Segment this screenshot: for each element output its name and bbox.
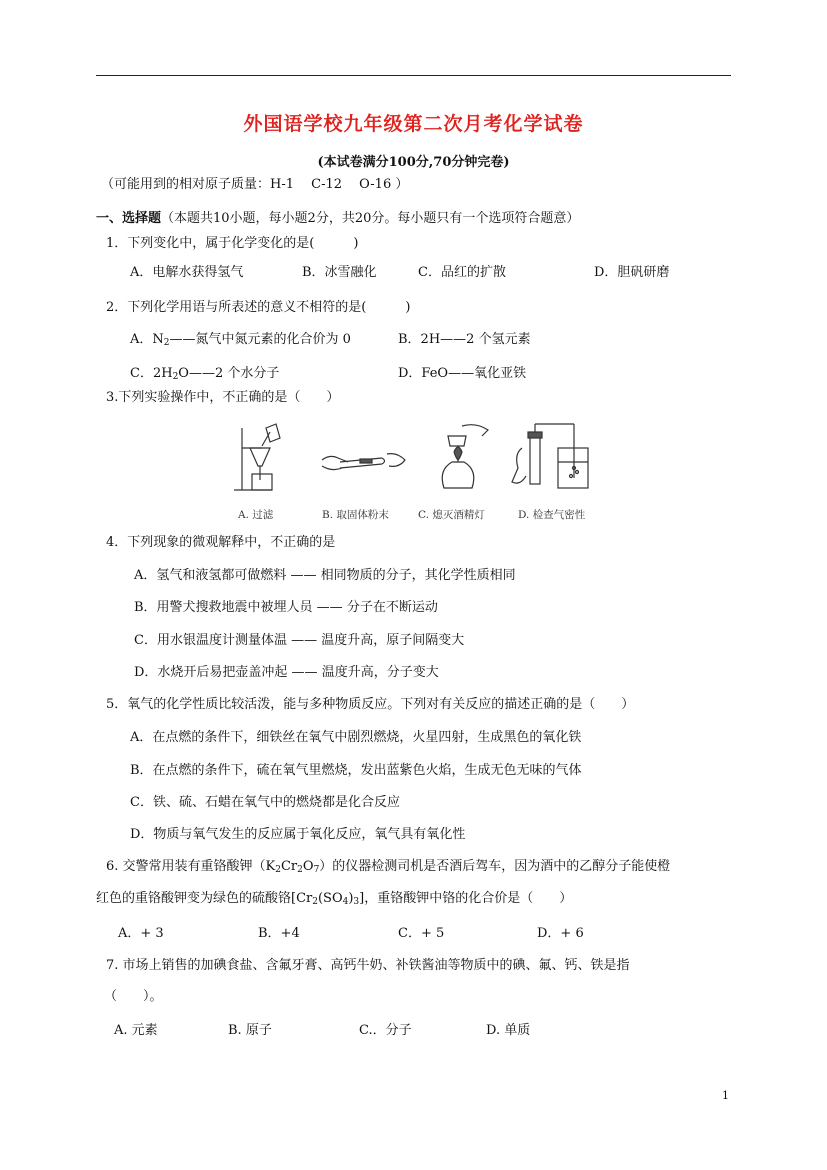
question-6-option-a: A．+ 3 xyxy=(118,926,164,941)
question-2-option-b: B．2H——2 个氢元素 xyxy=(398,332,531,347)
question-6-stem-line-1: 6. 交警常用装有重铬酸钾$(K_2Cr_2O_7)$的仪器检测司机是否酒后驾车，因为酒中的乙醇分子能使橙 xyxy=(106,859,671,875)
section-heading xyxy=(96,210,579,228)
question-7-option-d: D. 单质 xyxy=(486,1023,531,1038)
question-7-option-b: B. 原子 xyxy=(228,1023,272,1038)
question-5-stem: 5．氧气的化学性质比较活泼，能与多种物质反应。下列对有关反应的描述正确的是（ ） xyxy=(106,697,635,712)
figure-caption-c: C. 熄灭酒精灯 xyxy=(418,509,485,521)
question-4-option-b: B．用警犬搜救地震中被埋人员 —— 分子在不断运动 xyxy=(134,600,438,615)
question-6-option-d: D．+ 6 xyxy=(537,926,584,941)
question-4-option-a: A．氢气和液氢都可做燃料 —— 相同物质的分子，其化学性质相同 xyxy=(134,568,516,583)
question-5-option-b: B．在点燃的条件下，硫在氧气里燃烧，发出蓝紫色火焰，生成无色无味的气体 xyxy=(130,763,582,778)
question-2-option-a: A．$N_2——$氮气中氮元素的化合价为 0 xyxy=(130,332,351,348)
question-2-stem: 2．下列化学用语与所表述的意义不相符的是( ) xyxy=(106,300,411,315)
lab-operations-figure xyxy=(222,418,614,528)
question-5-option-d: D．物质与氧气发生的反应属于氧化反应，氧气具有氧化性 xyxy=(130,827,466,842)
question-4-option-d: D．水烧开后易把壶盖冲起 —— 温度升高，分子变大 xyxy=(134,665,439,680)
figure-caption-b: B. 取固体粉末 xyxy=(322,509,389,521)
atomic-mass-note: （可能用到的相对原子质量：H-1 C-12 O-16 ） xyxy=(101,177,409,192)
question-4-stem: 4．下列现象的微观解释中，不正确的是 xyxy=(106,535,336,550)
question-1-option-c: C．品红的扩散 xyxy=(418,265,506,280)
figure-caption-d: D. 检查气密性 xyxy=(518,509,586,521)
question-2-option-c: C．$2H_2O——2$ 个水分子 xyxy=(130,366,280,382)
question-5-option-a: A．在点燃的条件下，细铁丝在氧气中剧烈燃烧，火星四射，生成黑色的氧化铁 xyxy=(130,730,582,745)
question-1-option-b: B．冰雪融化 xyxy=(302,265,377,280)
header-rule xyxy=(96,75,731,76)
question-1-stem: 1．下列变化中，属于化学变化的是( ) xyxy=(106,236,359,251)
airtightness-check-icon xyxy=(512,424,588,488)
powder-tube-icon xyxy=(322,454,405,470)
question-6-option-b: B．+4 xyxy=(258,926,300,941)
page-number: 1 xyxy=(722,1089,729,1102)
question-1-option-d: D．胆矾研磨 xyxy=(594,265,670,280)
question-4-option-c: C．用水银温度计测量体温 —— 温度升高，原子间隔变大 xyxy=(134,633,465,648)
figure-caption-a: A. 过滤 xyxy=(238,509,274,521)
question-7-option-a: A. 元素 xyxy=(114,1023,158,1038)
question-3-stem: 3.下列实验操作中，不正确的是（ ） xyxy=(106,390,340,405)
page-subtitle: (本试卷满分100分,70分钟完卷) xyxy=(317,155,510,170)
section-description: （本题共10小题，每小题2分，共20分。每小题只有一个选项符合题意） xyxy=(161,211,580,226)
alcohol-lamp-icon xyxy=(442,425,488,488)
question-7-option-c: C.．分子 xyxy=(359,1023,412,1038)
question-2-option-d: D．FeO——氧化亚铁 xyxy=(398,366,527,381)
filtration-apparatus-icon xyxy=(234,424,280,490)
question-6-option-c: C．+ 5 xyxy=(398,926,445,941)
question-6-stem-line-2: 红色的重铬酸钾变为绿色的硫酸铬$[Cr_2(SO_4)_3]$，重铬酸钾中铬的化合价是（ ） xyxy=(96,891,573,907)
question-1-option-a: A．电解水获得氢气 xyxy=(130,265,244,280)
page-title: 外国语学校九年级第二次月考化学试卷 xyxy=(243,113,584,135)
question-7-stem-line-2: （ ）。 xyxy=(104,989,163,1004)
section-title: 一、选择题 xyxy=(96,211,162,226)
question-5-option-c: C．铁、硫、石蜡在氧气中的燃烧都是化合反应 xyxy=(130,795,400,810)
question-7-stem-line-1: 7. 市场上销售的加碘食盐、含氟牙膏、高钙牛奶、补铁酱油等物质中的碘、氟、钙、铁是指 xyxy=(106,958,630,973)
